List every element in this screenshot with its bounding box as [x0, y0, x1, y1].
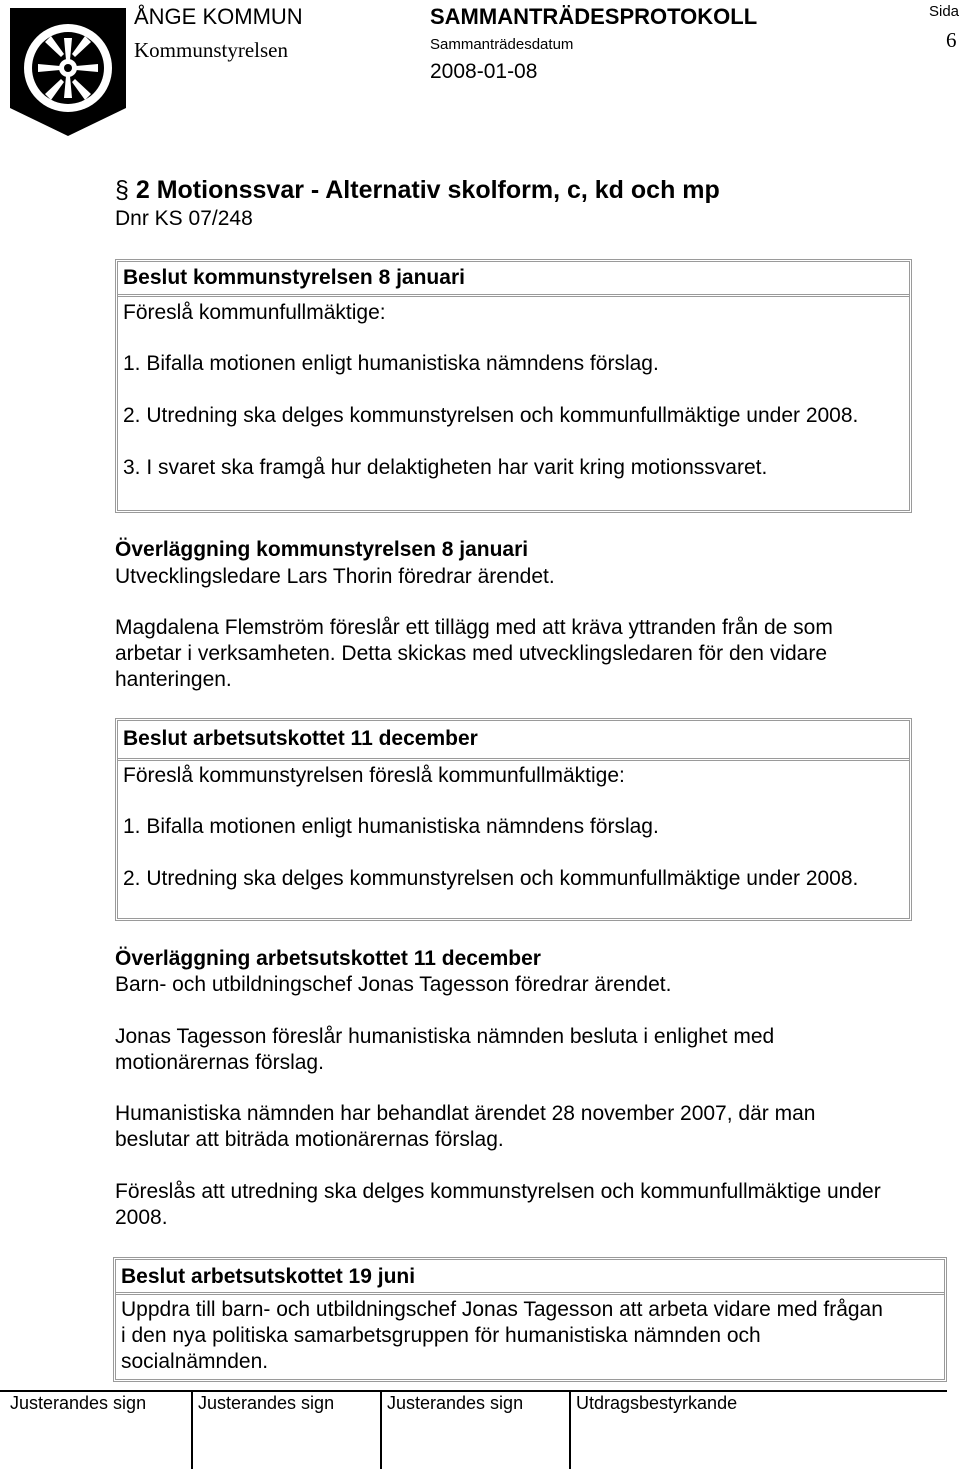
paragraph: beslutar att biträda motionärernas förslag.	[115, 1128, 504, 1151]
paragraph: Magdalena Flemström föreslår ett tillägg med att kräva yttranden från de som	[115, 616, 833, 639]
paragraph: Humanistiska nämnden har behandlat ärendet 28 november 2007, där man	[115, 1102, 816, 1125]
page-number: 6	[946, 28, 957, 52]
department-name: Kommunstyrelsen	[134, 38, 288, 62]
signature-field-label: Justerandes sign	[198, 1393, 335, 1413]
deliberation-heading: Överläggning arbetsutskottet 11 december	[115, 947, 541, 970]
meeting-date-label: Sammanträdesdatum	[430, 36, 574, 53]
decision-text: socialnämnden.	[121, 1350, 269, 1373]
paragraph: 2008.	[115, 1206, 168, 1229]
section-sign: §	[115, 176, 129, 204]
decision-item: 1. Bifalla motionen enligt humanistiska nämndens förslag.	[123, 815, 659, 838]
section-title-text: 2 Motionssvar - Alternativ skolform, c, kd och mp	[135, 176, 720, 204]
page-label: Sida	[929, 3, 960, 20]
decision-box-ks	[115, 259, 912, 513]
paragraph: Utvecklingsledare Lars Thorin föredrar ärendet.	[115, 565, 555, 588]
document-title: SAMMANTRÄDESPROTOKOLL	[430, 4, 758, 29]
decision-item: 2. Utredning ska delges kommunstyrelsen och kommunfullmäktige under 2008.	[123, 404, 859, 427]
decision-heading: Beslut arbetsutskottet 11 december	[123, 727, 478, 750]
paragraph: Jonas Tagesson föreslår humanistiska nämnden besluta i enlighet med	[115, 1025, 775, 1048]
signature-field-label: Justerandes sign	[10, 1393, 147, 1413]
decision-intro: Föreslå kommunstyrelsen föreslå kommunfullmäktige:	[123, 764, 625, 787]
decision-box-au-december	[115, 718, 912, 921]
signature-field-label: Justerandes sign	[387, 1393, 524, 1413]
certification-field-label: Utdragsbestyrkande	[576, 1393, 738, 1413]
decision-text: i den nya politiska samarbetsgruppen för humanistiska nämnden och	[121, 1324, 761, 1347]
municipality-name: ÅNGE KOMMUN	[134, 4, 303, 29]
meeting-date: 2008-01-08	[430, 60, 538, 83]
decision-box-au-june	[113, 1257, 947, 1382]
decision-intro: Föreslå kommunfullmäktige:	[123, 301, 386, 324]
footer-divider	[0, 1390, 947, 1392]
decision-item: 2. Utredning ska delges kommunstyrelsen och kommunfullmäktige under 2008.	[123, 867, 859, 890]
deliberation-heading: Överläggning kommunstyrelsen 8 januari	[115, 538, 529, 561]
decision-heading: Beslut kommunstyrelsen 8 januari	[123, 266, 465, 289]
decision-item: 3. I svaret ska framgå hur delaktigheten har varit kring motionssvaret.	[123, 456, 768, 479]
decision-heading: Beslut arbetsutskottet 19 juni	[121, 1265, 416, 1288]
footer-column-divider	[569, 1391, 571, 1469]
decision-item: 1. Bifalla motionen enligt humanistiska nämndens förslag.	[123, 352, 659, 375]
paragraph: Barn- och utbildningschef Jonas Tagesson föredrar ärendet.	[115, 973, 672, 996]
paragraph: Föreslås att utredning ska delges kommunstyrelsen och kommunfullmäktige under	[115, 1180, 881, 1203]
paragraph: motionärernas förslag.	[115, 1051, 324, 1074]
decision-text: Uppdra till barn- och utbildningschef Jonas Tagesson att arbeta vidare med frågan	[121, 1298, 883, 1321]
paragraph: arbetar i verksamheten. Detta skickas med utvecklingsledaren för den vidare	[115, 642, 828, 665]
paragraph: hanteringen.	[115, 668, 232, 691]
municipality-logo	[6, 4, 130, 140]
footer-column-divider	[380, 1391, 382, 1469]
case-number: Dnr KS 07/248	[115, 207, 253, 230]
section-title	[115, 176, 720, 205]
footer-column-divider	[191, 1391, 193, 1469]
